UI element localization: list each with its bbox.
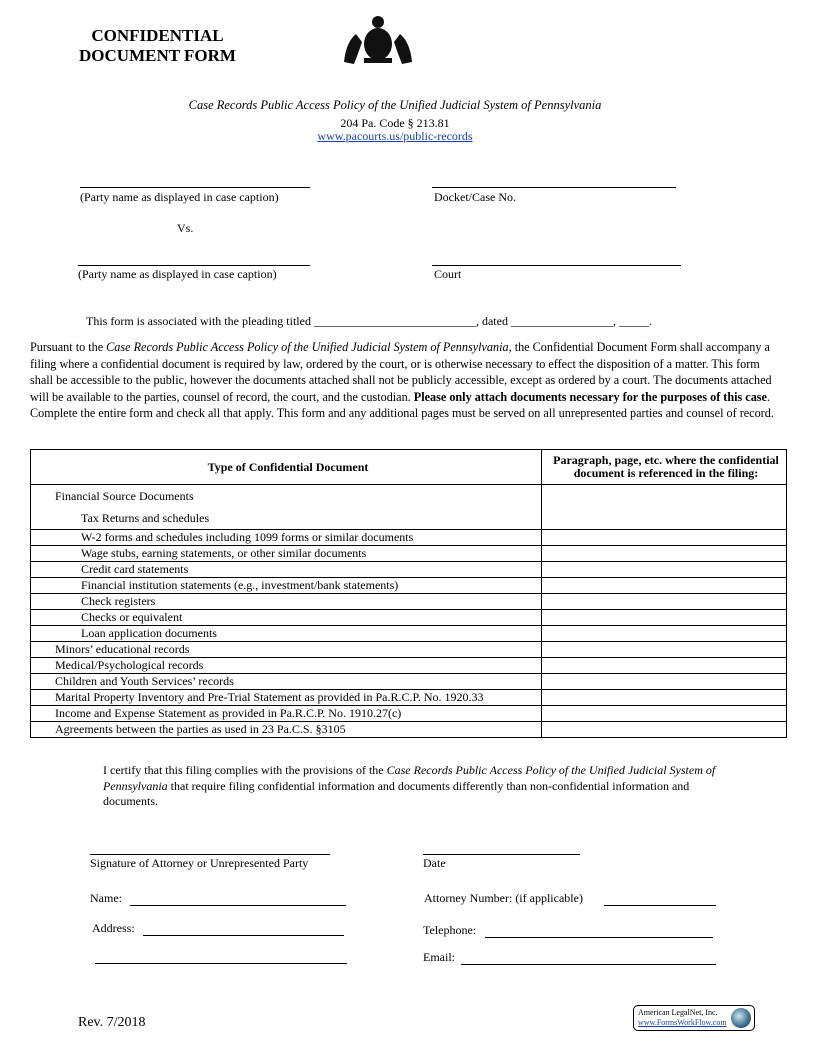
name-label: Name: <box>90 891 122 905</box>
reference-cell[interactable] <box>542 674 787 690</box>
reference-cell[interactable] <box>542 610 787 626</box>
table-row <box>31 578 787 594</box>
confidential-document-table <box>30 449 787 738</box>
row-label: W-2 forms and schedules including 1099 forms or similar documents <box>31 530 542 546</box>
telephone-label: Telephone: <box>423 923 477 937</box>
row-label: Tax Returns and schedules <box>81 511 210 525</box>
row-label: Check registers <box>31 594 542 610</box>
table-row <box>31 530 787 546</box>
group-label: Financial Source Documents <box>55 489 194 503</box>
table-row <box>31 546 787 562</box>
row-label: Financial institution statements (e.g., investment/bank statements) <box>31 578 542 594</box>
reference-cell[interactable] <box>542 722 787 738</box>
signature-label: Signature of Attorney or Unrepresented Party <box>90 856 309 870</box>
intro-paragraph: Pursuant to the Case Records Public Access Policy of the Unified Judicial System of Pennsylvania, the Confidential Document Form shall accompany a filing where a confidential document is required by law, ordered by the court, or is otherwise necessary to effect the disposition of a matter. This form shall be accessible to the public, however the documents attached shall not be publicly accessible, except as ordered by a court. The documents attached will be available to the parties, counsel of record, the court, and the custodian. Please only attach documents necessary for the purposes of this case. Complete the entire form and check all that apply. This form and any additional pages must be served on all unrepresented parties and counsel of record. <box>30 340 774 421</box>
legalnet-logo <box>633 1005 755 1031</box>
row-label: Checks or equivalent <box>31 610 542 626</box>
email-field[interactable] <box>461 964 716 965</box>
reference-cell[interactable] <box>542 485 787 530</box>
reference-cell[interactable] <box>542 530 787 546</box>
reference-cell[interactable] <box>542 562 787 578</box>
address-field[interactable] <box>143 935 344 936</box>
logo-company: American LegalNet, Inc. <box>638 1008 718 1017</box>
table-row <box>31 706 787 722</box>
address-line2-field[interactable] <box>95 963 347 964</box>
attorney-number-field[interactable] <box>604 905 716 906</box>
table-row <box>31 610 787 626</box>
table-row <box>31 642 787 658</box>
pleading-title-field[interactable]: ___________________________ <box>313 314 476 328</box>
row-label: Marital Property Inventory and Pre-Trial Statement as provided in Pa.R.C.P. No. 1920.33 <box>31 690 542 706</box>
date-field[interactable]: _________________ <box>510 314 613 328</box>
pleading-line: This form is associated with the pleading titled ___________________________, dated _________________, _____. <box>86 314 652 328</box>
logo-link[interactable]: www.FormsWorkFlow.com <box>638 1018 727 1027</box>
party2-field[interactable] <box>78 265 310 266</box>
row-label: Children and Youth Services’ records <box>31 674 542 690</box>
attorney-number-label: Attorney Number: (if applicable) <box>424 891 583 905</box>
reference-cell[interactable] <box>542 594 787 610</box>
reference-cell[interactable] <box>542 658 787 674</box>
revision-label: Rev. 7/2018 <box>78 1015 146 1030</box>
globe-icon <box>731 1008 751 1028</box>
row-label: Wage stubs, earning statements, or other similar documents <box>31 546 542 562</box>
docket-label: Docket/Case No. <box>434 190 516 204</box>
row-label: Agreements between the parties as used in 23 Pa.C.S. §3105 <box>31 722 542 738</box>
reference-cell[interactable] <box>542 706 787 722</box>
reference-cell[interactable] <box>542 690 787 706</box>
policy-title: Case Records Public Access Policy of the Unified Judicial System of Pennsylvania <box>188 98 602 112</box>
reference-cell[interactable] <box>542 642 787 658</box>
table-row <box>31 485 787 530</box>
signature-field[interactable] <box>90 854 330 855</box>
form-title: CONFIDENTIAL DOCUMENT FORM <box>79 26 236 65</box>
reference-cell[interactable] <box>542 546 787 562</box>
table-row <box>31 674 787 690</box>
row-label: Minors’ educational records <box>31 642 542 658</box>
address-label: Address: <box>92 921 135 935</box>
date-label: Date <box>423 856 446 870</box>
col-type-header: Type of Confidential Document <box>31 450 542 485</box>
table-row <box>31 690 787 706</box>
table-row <box>31 658 787 674</box>
party1-field[interactable] <box>80 187 310 188</box>
reference-cell[interactable] <box>542 578 787 594</box>
pennsylvania-seal-icon <box>340 12 416 66</box>
email-label: Email: <box>423 950 455 964</box>
name-field[interactable] <box>130 905 346 906</box>
row-label: Loan application documents <box>31 626 542 642</box>
court-field[interactable] <box>432 265 681 266</box>
signature-date-field[interactable] <box>423 854 580 855</box>
table-row <box>31 722 787 738</box>
docket-field[interactable] <box>432 187 676 188</box>
court-label: Court <box>434 267 462 281</box>
reference-cell[interactable] <box>542 626 787 642</box>
public-records-link[interactable]: www.pacourts.us/public-records <box>317 129 473 143</box>
col-reference-header: Paragraph, page, etc. where the confidential document is referenced in the filing: <box>542 450 787 485</box>
code-citation: 204 Pa. Code § 213.81 <box>340 116 450 130</box>
table-row <box>31 562 787 578</box>
table-row <box>31 626 787 642</box>
row-label: Income and Expense Statement as provided in Pa.R.C.P. No. 1910.27(c) <box>31 706 542 722</box>
certification-text: I certify that this filing complies with the provisions of the Case Records Public Access Policy of the Unified Judicial System of Pennsylvania that require filing confidential information and documents differently than non-confidential information and documents. <box>103 763 716 808</box>
row-label: Medical/Psychological records <box>31 658 542 674</box>
row-label: Credit card statements <box>31 562 542 578</box>
year-field[interactable]: _____. <box>618 314 652 328</box>
vs-label: Vs. <box>177 221 194 235</box>
party1-label: (Party name as displayed in case caption) <box>80 190 279 204</box>
telephone-field[interactable] <box>485 937 713 938</box>
party2-label: (Party name as displayed in case caption) <box>78 267 277 281</box>
table-row <box>31 594 787 610</box>
